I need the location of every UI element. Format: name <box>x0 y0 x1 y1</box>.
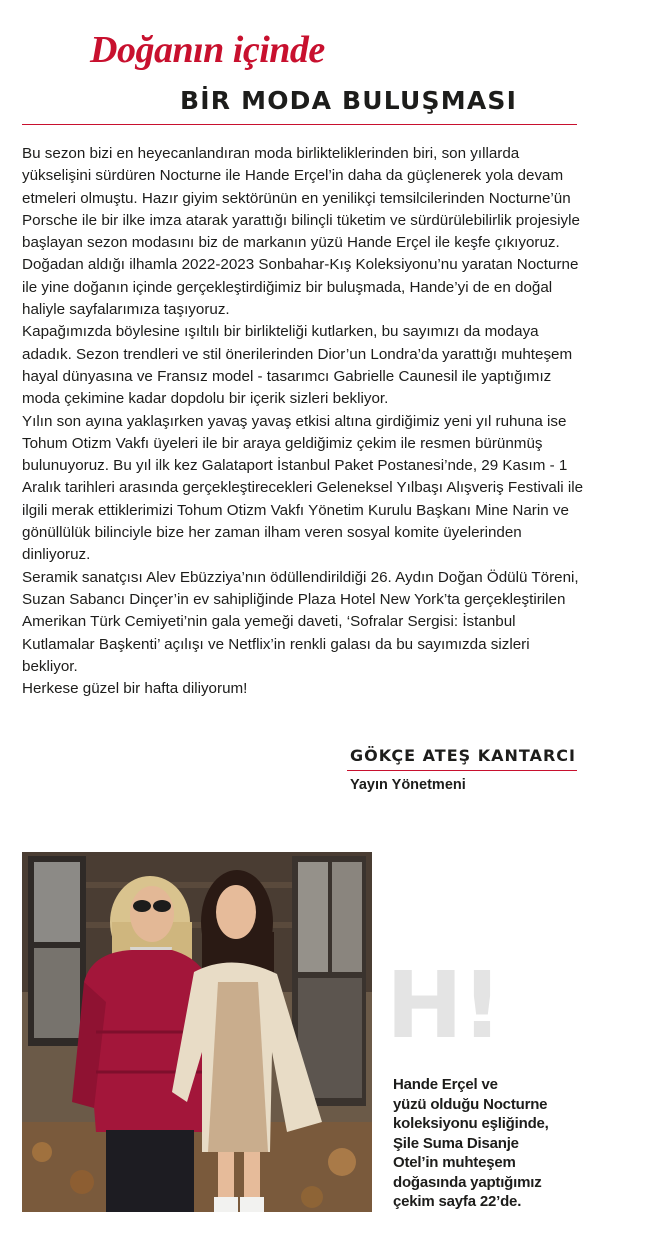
author-divider <box>347 770 577 771</box>
caption-line: Şile Suma Disanje <box>393 1134 519 1152</box>
caption-line: doğasında yaptığımız <box>393 1173 542 1191</box>
caption-line: koleksiyonu eşliğinde, <box>393 1115 549 1132</box>
caption-line: yüzü olduğu Nocturne <box>393 1095 548 1113</box>
headline-divider <box>22 124 577 125</box>
headline-caps: BİR MODA BULUŞMASI <box>180 86 518 115</box>
article-paragraph-1: Bu sezon bizi en heyecanlandıran moda birlikteliklerinden biri, son yıllarda yükselişini sürdüren Nocturne ile Hande Erçel’in daha da güçlenerek yola devam etmeleri olmuştu. Hazır giyim sektörünün en yenilikçi temsilcilerinden Nocturne’ün Porsche ile bir ilke imza atarak yarattığı bilinçli tüketim ve sürdürülebilirlik projesiyle başlayan sezon modasını biz de markanın yüzü Hande Erçel ile keşfe çıkıyoruz. Doğadan aldığı ilhamla 2022-2023 Sonbahar-Kış Koleksiyonu’nu yaratan Nocturne ile yine doğanın içinde gerçekleştirdiğimiz bir buluşmada, Hande’yi de en doğal haliyle sayfalarımıza taşıyoruz. <box>22 145 580 319</box>
photo-illustration <box>22 852 372 1212</box>
author-name: GÖKÇE ATEŞ KANTARCI <box>350 746 576 765</box>
headline-script: Doğanın içinde <box>90 29 325 71</box>
photo-caption <box>393 1075 603 1212</box>
article-paragraph-3: Yılın son ayına yaklaşırken yavaş yavaş etkisi altına girdiğimiz yeni yıl ruhuna ise Tohum Otizm Vakfı üyeleri ile bir araya geldiğimiz çekim ile resmen bürünmüş bulunuyoruz. Bu yıl ilk kez Galataport İstanbul Paket Postanesi’nde, 29 Kasım - 1 Aralık tarihleri arasında gerçekleştirecekleri Geleneksel Yılbaşı Alışveriş Festivali ile ilgili merak ettiklerimizi Tohum Otizm Vakfı Yönetim Kurulu Başkanı Mine Narin ve gönüllülük bilinciyle bize her zaman ilham veren sosyal komite üyelerinden dinliyoruz. <box>22 412 584 564</box>
author-role: Yayın Yönetmeni <box>350 777 466 793</box>
article-paragraph-5: Herkese güzel bir hafta diliyorum! <box>22 680 248 698</box>
caption-line: Otel’in muhteşem <box>393 1154 516 1171</box>
caption-line: çekim sayfa 22’de. <box>393 1193 522 1210</box>
cover-photo <box>22 852 372 1212</box>
article-body <box>22 143 587 700</box>
article-paragraph-4: Seramik sanatçısı Alev Ebüzziya’nın ödüllendirildiği 26. Aydın Doğan Ödülü Töreni, Suzan Sabancı Dinçer’in ev sahipliğinde Plaza Hotel New York’ta gerçekleştirilen Amerikan Türk Cemiyeti’nin gala yemeği daveti, ‘Sofralar Sergisi: İstanbul Kutlamalar Başkenti’ açılışı ve Netflix’in renkli galası da bu sayımızda sizleri bekliyor. <box>22 568 579 675</box>
brand-logo: H! <box>386 952 501 1059</box>
caption-line: Hande Erçel ve <box>393 1076 498 1093</box>
article-paragraph-2: Kapağımızda böylesine ışıltılı bir birlikteliği kutlarken, bu sayımızı da modaya adadık. Sezon trendleri ve stil önerilerinden Dior’un Londra’da yarattığı muhteşem hayal dünyasına ve Fransız model - tasarımcı Gabrielle Caunesil ile yaptığımız moda çekimine kadar dopdolu bir içerik sizleri bekliyor. <box>22 323 573 408</box>
